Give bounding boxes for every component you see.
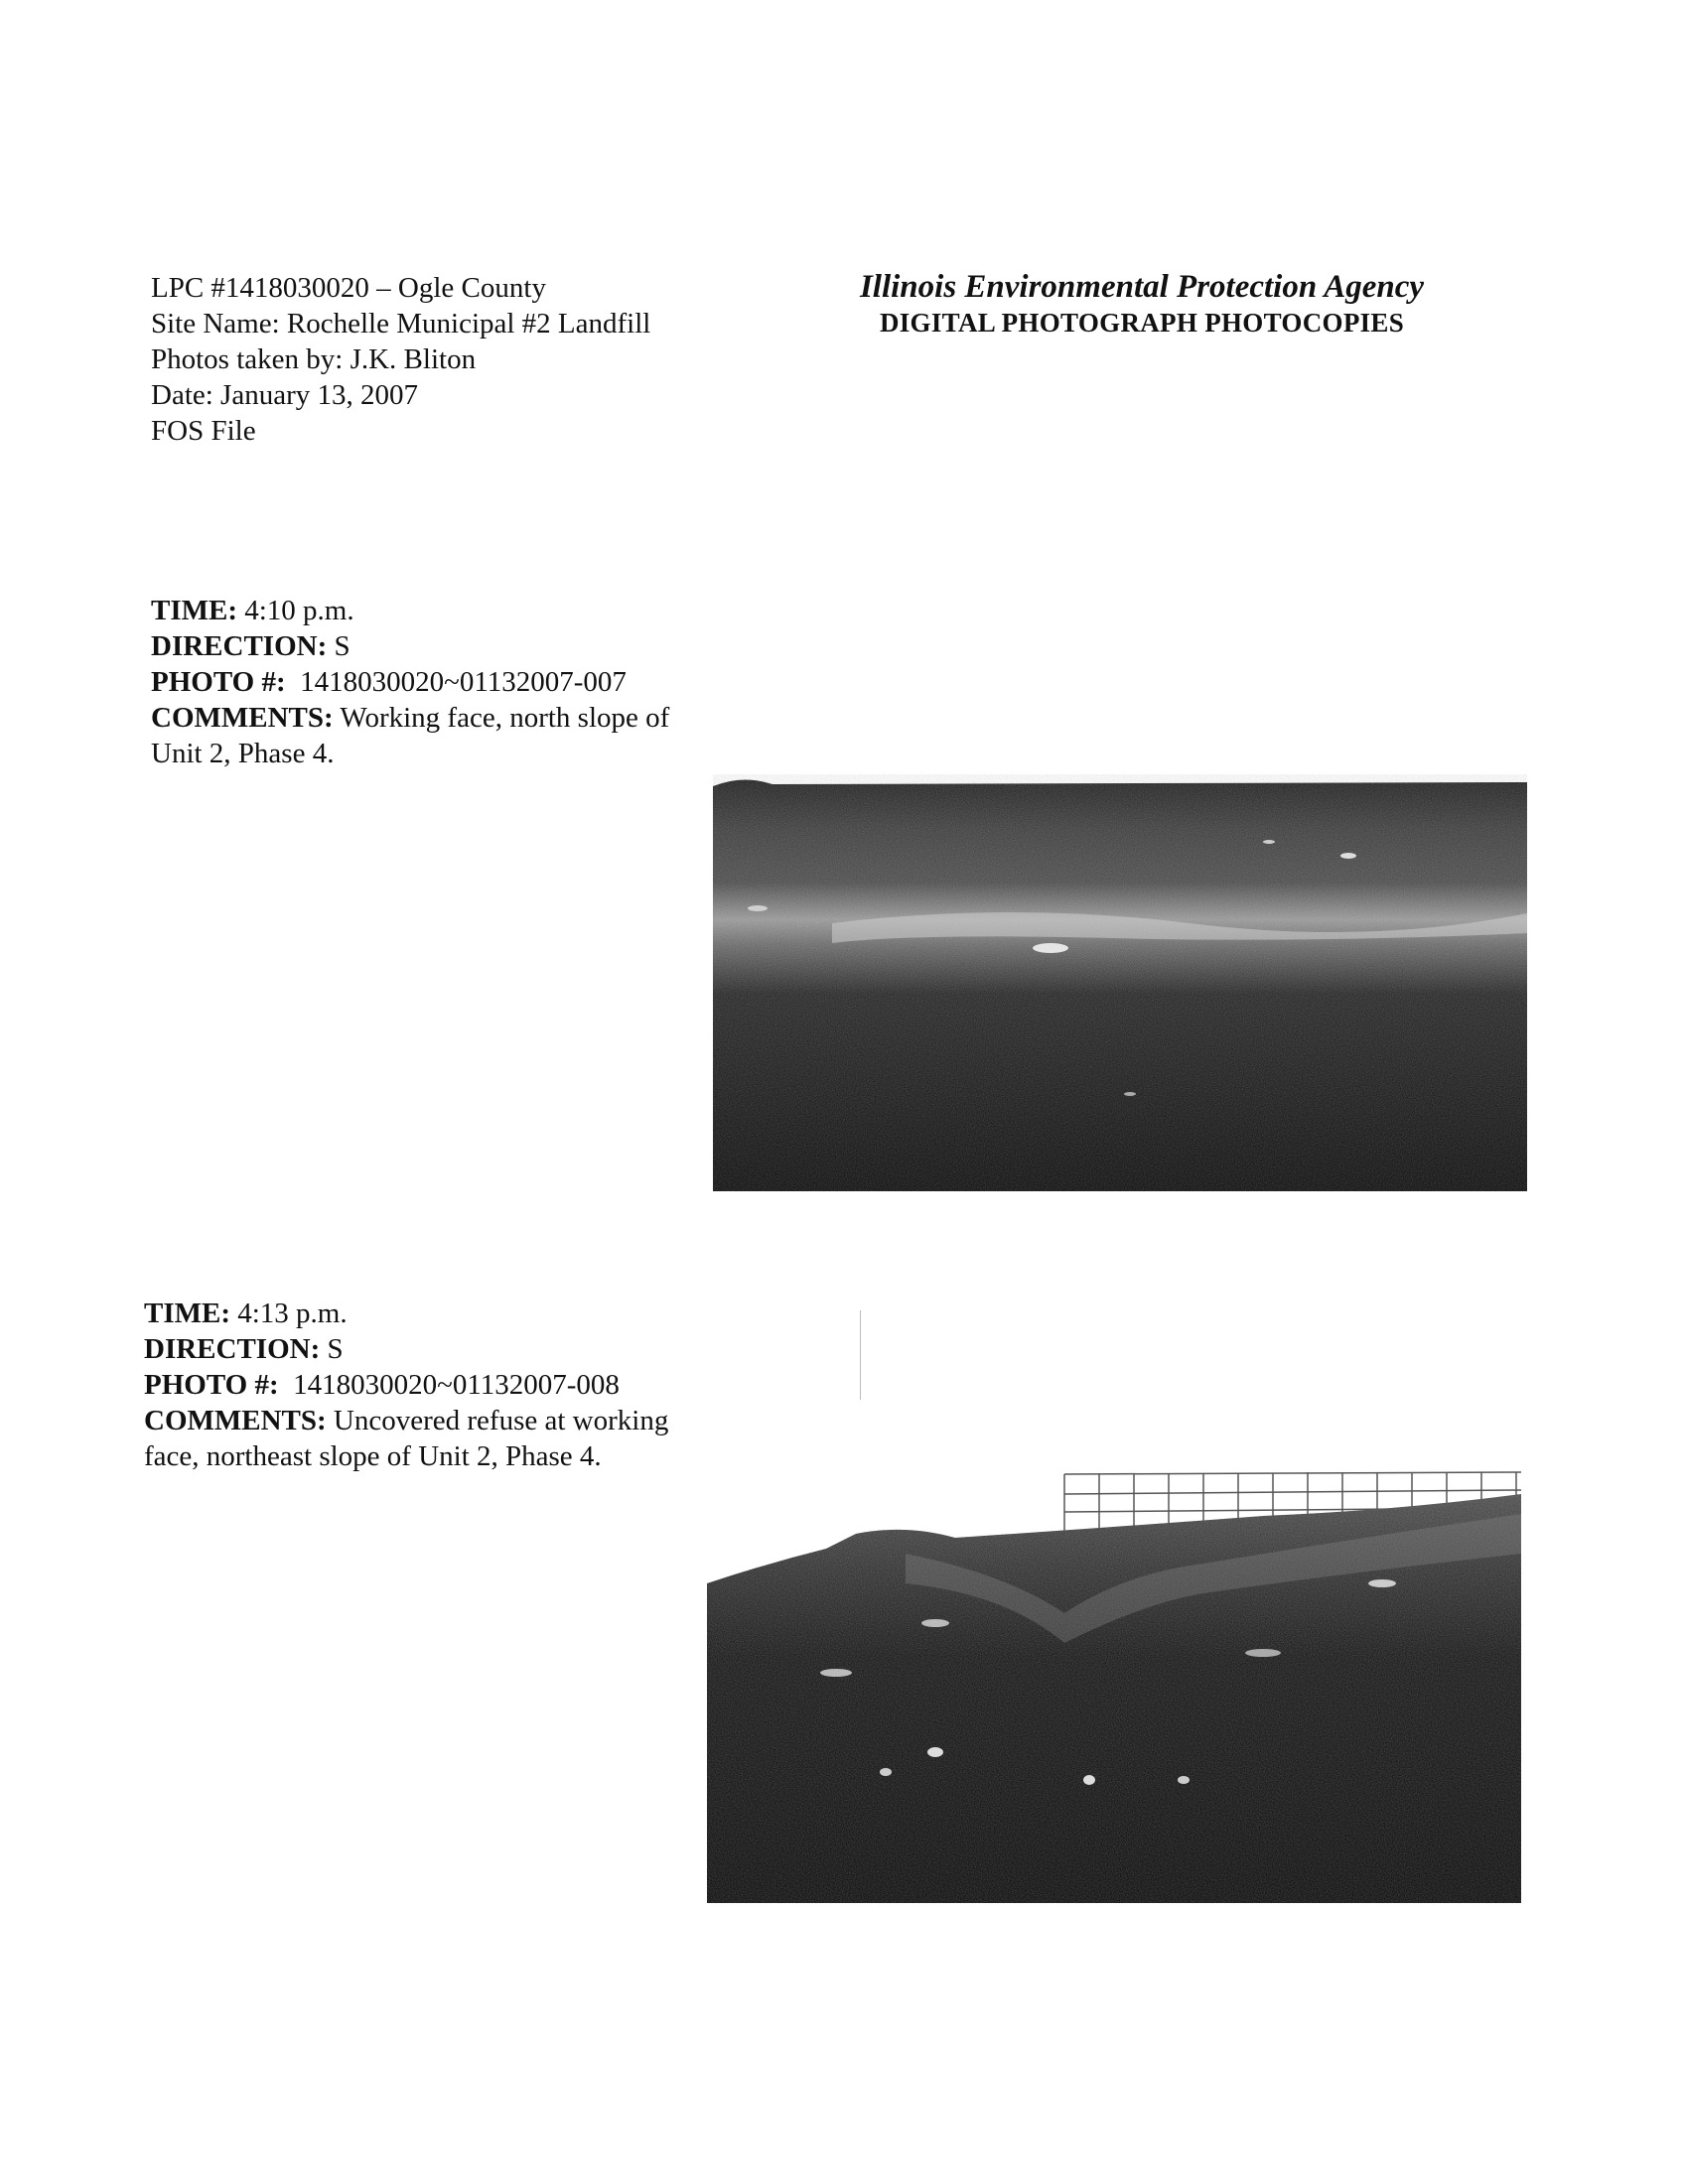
- scan-artifact-line: [860, 1310, 861, 1400]
- comments-value: Working face, north slope of Unit 2, Phase 4.: [151, 702, 670, 769]
- photographer: Photos taken by: J.K. Bliton: [151, 343, 477, 375]
- time-label: TIME:: [151, 595, 237, 626]
- photo-date: Date: January 13, 2007: [151, 379, 418, 411]
- time-label: TIME:: [144, 1297, 230, 1329]
- file-type: FOS File: [151, 415, 256, 447]
- photo-number-value: 1418030020~01132007-007: [300, 666, 627, 698]
- photo-number-value: 1418030020~01132007-008: [293, 1369, 620, 1401]
- comments-label: COMMENTS:: [144, 1405, 327, 1436]
- comments-label: COMMENTS:: [151, 702, 334, 734]
- landfill-photo-2: [707, 1454, 1521, 1903]
- photo-caption-1: [151, 593, 707, 771]
- site-name: Site Name: Rochelle Municipal #2 Landfill: [151, 308, 651, 340]
- photo-caption-2: [144, 1296, 700, 1474]
- site-info: [151, 270, 650, 449]
- landfill-photo-1: [713, 774, 1527, 1191]
- time-value: 4:13 p.m.: [237, 1297, 348, 1329]
- document-subtitle: DIGITAL PHOTOGRAPH PHOTOCOPIES: [879, 308, 1405, 338]
- direction-label: DIRECTION:: [144, 1333, 321, 1365]
- direction-value: S: [334, 630, 351, 662]
- comments-value: Uncovered refuse at working face, northeast slope of Unit 2, Phase 4.: [144, 1405, 669, 1472]
- agency-header: [784, 268, 1499, 340]
- photo-number-label: PHOTO #:: [151, 666, 286, 698]
- lpc-number: LPC #1418030020 – Ogle County: [151, 272, 546, 304]
- direction-label: DIRECTION:: [151, 630, 328, 662]
- direction-value: S: [327, 1333, 344, 1365]
- photo-number-label: PHOTO #:: [144, 1369, 279, 1401]
- time-value: 4:10 p.m.: [244, 595, 354, 626]
- agency-name: Illinois Environmental Protection Agency: [859, 269, 1425, 305]
